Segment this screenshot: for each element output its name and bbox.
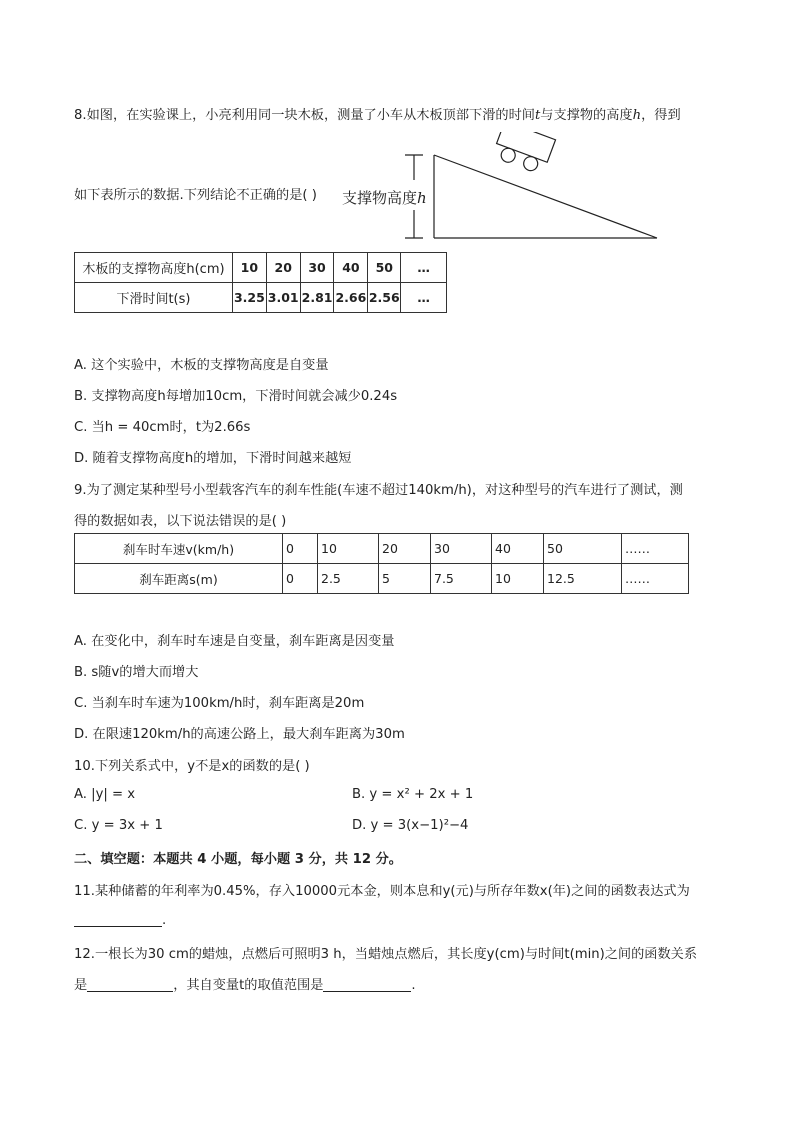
- figure-label-var: h: [417, 189, 427, 207]
- q9-row2-label: 刹车距离s(m): [75, 564, 283, 594]
- table-row: [75, 564, 689, 594]
- q10-option-b: B. y = x² + 2x + 1: [352, 787, 474, 802]
- table-cell: 2.56: [368, 283, 401, 313]
- table-cell: 0: [283, 564, 318, 594]
- table-cell: 7.5: [431, 564, 492, 594]
- q11-blank[interactable]: [74, 912, 162, 927]
- q8-option-d: D. 随着支撑物高度h的增加，下滑时间越来越短: [74, 451, 352, 466]
- q12-stem-line2: [74, 974, 416, 993]
- table-cell: 50: [368, 253, 401, 283]
- figure-label-text: 支撑物高度: [342, 189, 418, 207]
- q8-var-h: h: [632, 108, 642, 123]
- q12-end: .: [411, 978, 416, 993]
- incline-figure: [395, 132, 665, 244]
- table-cell: 2.5: [318, 564, 379, 594]
- q10-option-c: C. y = 3x + 1: [74, 818, 163, 833]
- q8-option-a: A. 这个实验中，木板的支撑物高度是自变量: [74, 358, 329, 373]
- q8-row1-label: 木板的支撑物高度h(cm): [75, 253, 233, 283]
- table-cell: 30: [431, 534, 492, 564]
- table-cell: 20: [266, 253, 300, 283]
- cart-icon: [492, 132, 556, 175]
- table-cell: 10: [232, 253, 266, 283]
- table-cell: 12.5: [544, 564, 622, 594]
- q9-option-d: D. 在限速120km/h的高速公路上，最大刹车距离为30m: [74, 727, 405, 742]
- q8-stem-text-mid: 与支撑物的高度: [540, 108, 633, 123]
- q9-option-a: A. 在变化中，刹车时车速是自变量，刹车距离是因变量: [74, 634, 395, 649]
- q9-stem-line2: 得的数据如表，以下说法错误的是( ): [74, 514, 287, 529]
- table-cell: 2.81: [300, 283, 334, 313]
- table-cell: 3.25: [232, 283, 266, 313]
- table-cell: 2.66: [334, 283, 368, 313]
- table-cell: 30: [300, 253, 334, 283]
- q12-line2-pre: 是: [74, 978, 88, 993]
- q8-stem-text: 8.如图，在实验课上，小亮利用同一块木板，测量了小车从木板顶部下滑的时间: [74, 108, 535, 123]
- q12-blank-1[interactable]: [87, 977, 173, 992]
- q8-stem-line2: 如下表所示的数据.下列结论不正确的是( ): [74, 188, 317, 203]
- q12-line2-mid: ，其自变量t的取值范围是: [173, 978, 324, 993]
- table-row: [75, 283, 447, 313]
- q9-stem-line1: 9.为了测定某种型号小型载客汽车的刹车性能(车速不超过140km/h)，对这种型号的汽车进行了测试，测: [74, 483, 683, 498]
- table-cell: 40: [334, 253, 368, 283]
- table-cell: 10: [318, 534, 379, 564]
- table-cell: 40: [492, 534, 544, 564]
- table-cell: …: [401, 283, 447, 313]
- table-cell: 5: [379, 564, 431, 594]
- table-cell: 10: [492, 564, 544, 594]
- table-cell: 3.01: [266, 283, 300, 313]
- table-row: [75, 534, 689, 564]
- q10-option-a: A. |y| = x: [74, 787, 136, 802]
- q9-option-c: C. 当刹车时车速为100km/h时，刹车距离是20m: [74, 696, 365, 711]
- table-cell: 0: [283, 534, 318, 564]
- table-cell: ……: [622, 564, 689, 594]
- q10-option-d: D. y = 3(x−1)²−4: [352, 818, 469, 833]
- table-row: [75, 253, 447, 283]
- q8-option-c: C. 当h = 40cm时，t为2.66s: [74, 420, 251, 435]
- q9-option-b: B. s随v的增大而增大: [74, 665, 199, 680]
- table-cell: 20: [379, 534, 431, 564]
- figure-label: [342, 187, 427, 208]
- q10-stem: 10.下列关系式中，y不是x的函数的是( ): [74, 759, 310, 774]
- section-title: 二、填空题：本题共 4 小题，每小题 3 分，共 12 分。: [74, 852, 402, 867]
- q8-row2-label: 下滑时间t(s): [75, 283, 233, 313]
- q9-row1-label: 刹车时车速v(km/h): [75, 534, 283, 564]
- q11-answer-line: [74, 912, 166, 928]
- q8-table: [74, 252, 447, 313]
- table-cell: ……: [622, 534, 689, 564]
- q11-stem: 11.某种储蓄的年利率为0.45%，存入10000元本金，则本息和y(元)与所存年数x(年)之间的函数表达式为: [74, 884, 690, 899]
- q8-stem-line1: [74, 104, 681, 123]
- table-cell: …: [401, 253, 447, 283]
- q8-option-b: B. 支撑物高度h每增加10cm，下滑时间就会减少0.24s: [74, 389, 398, 404]
- q8-stem-text-end: ，得到: [641, 108, 681, 123]
- q9-table: [74, 533, 689, 594]
- q8-var-t: t: [534, 108, 541, 123]
- q11-end: .: [162, 913, 167, 928]
- table-cell: 50: [544, 534, 622, 564]
- q12-blank-2[interactable]: [323, 977, 411, 992]
- q12-stem-line1: 12.一根长为30 cm的蜡烛，点燃后可照明3 h，当蜡烛点燃后，其长度y(cm)与时间t(min)之间的函数关系: [74, 947, 698, 962]
